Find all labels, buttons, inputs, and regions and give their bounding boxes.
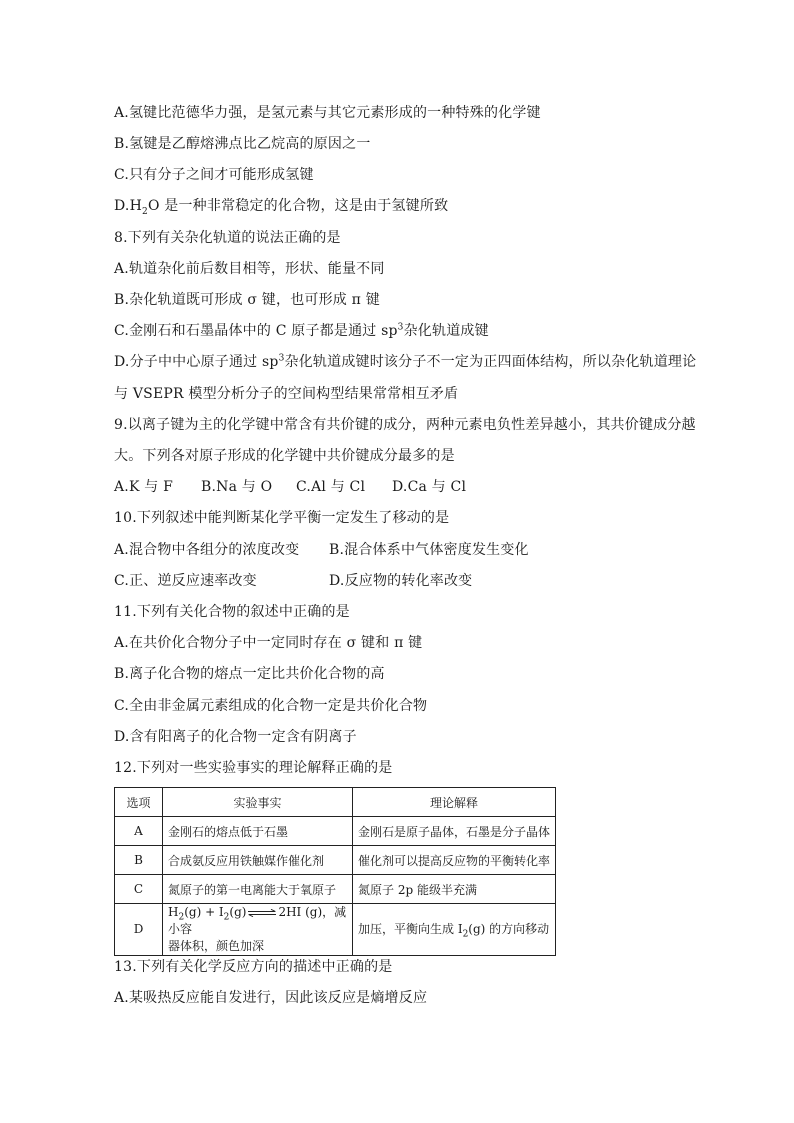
q12-table: [114, 787, 556, 956]
q9-stem-line1: 9.以离子键为主的化学键中常含有共价键的成分，两种元素电负性差异越小，其共价键成分越: [114, 417, 696, 433]
row-fact: 合成氨反应用铁触媒作催化剂: [163, 846, 353, 875]
row-option: B: [115, 846, 163, 875]
q7-option-a: A.氢键比范德华力强，是氢元素与其它元素形成的一种特殊的化学键: [114, 105, 541, 121]
q8-stem: 8.下列有关杂化轨道的说法正确的是: [114, 230, 341, 246]
q13-stem: 13.下列有关化学反应方向的描述中正确的是: [114, 959, 393, 975]
header-theory: 理论解释: [353, 788, 556, 817]
q9-stem-line2: 大。下列各对原子形成的化学键中共价键成分最多的是: [114, 448, 455, 464]
row-fact: 氮原子的第一电离能大于氧原子: [163, 875, 353, 904]
q9-option-d: D.Ca 与 Cl: [392, 479, 467, 495]
q11-option-d: D.含有阳离子的化合物一定含有阴离子: [114, 729, 357, 745]
q10-stem: 10.下列叙述中能判断某化学平衡一定发生了移动的是: [114, 510, 450, 526]
q10-option-a: A.混合物中各组分的浓度改变: [114, 542, 300, 558]
row-option: C: [115, 875, 163, 904]
q7-option-b: B.氢键是乙醇熔沸点比乙烷高的原因之一: [114, 136, 371, 152]
q10-option-b: B.混合体系中气体密度发生变化: [329, 542, 529, 558]
q13-option-a: A.某吸热反应能自发进行，因此该反应是熵增反应: [114, 990, 428, 1006]
q8-option-b: B.杂化轨道既可形成 σ 键，也可形成 π 键: [114, 292, 380, 308]
q8-option-c: C.金刚石和石墨晶体中的 C 原子都是通过 $sp^3$杂化轨道成键: [114, 322, 489, 339]
equilibrium-arrow-icon: [247, 909, 277, 917]
q11-option-c: C.全由非金属元素组成的化合物一定是共价化合物: [114, 698, 428, 714]
header-option: 选项: [115, 788, 163, 817]
q10-option-c: C.正、逆反应速率改变: [114, 573, 257, 589]
q8-option-d-cont: 与 VSEPR 模型分析分子的空间构型结果常常相互矛盾: [114, 386, 459, 402]
row-option: D: [115, 904, 163, 956]
table-row: [115, 846, 556, 875]
q11-option-a: A.在共价化合物分子中一定同时存在 σ 键和 π 键: [114, 635, 423, 651]
row-theory: 加压，平衡向生成 $I_2(g)$ 的方向移动: [353, 904, 556, 956]
q7-option-c: C.只有分子之间才可能形成氢键: [114, 167, 314, 183]
table-row: [115, 875, 556, 904]
row-fact: 金刚石的熔点低于石墨: [163, 817, 353, 846]
row-theory: 氮原子 2p 能级半充满: [353, 875, 556, 904]
row-option: A: [115, 817, 163, 846]
q11-option-b: B.离子化合物的熔点一定比共价化合物的高: [114, 666, 385, 682]
q9-option-a: A.K 与 F: [114, 479, 174, 495]
q7-option-d: $D.H_2O$ 是一种非常稳定的化合物，这是由于氢键所致: [114, 198, 449, 217]
row-theory: 催化剂可以提高反应物的平衡转化率: [353, 846, 556, 875]
table-row: [115, 817, 556, 846]
table-header-row: [115, 788, 556, 817]
q8-option-d: D.分子中中心原子通过 $sp^3$杂化轨道成键时该分子不一定为正四面体结构，所以杂化轨道理论: [114, 353, 697, 370]
row-fact: $H_2(g) + I_2(g)$ 2HI (g)，减小容 器体积，颜色加深: [163, 904, 353, 956]
q11-stem: 11.下列有关化合物的叙述中正确的是: [114, 604, 350, 620]
table-row: [115, 904, 556, 956]
q10-option-d: D.反应物的转化率改变: [329, 573, 473, 589]
header-fact: 实验事实: [163, 788, 353, 817]
row-theory: 金刚石是原子晶体，石墨是分子晶体: [353, 817, 556, 846]
q9-option-c: C.Al 与 Cl: [296, 479, 366, 495]
q12-stem: 12.下列对一些实验事实的理论解释正确的是: [114, 760, 393, 776]
q9-option-b: B.Na 与 O: [201, 479, 273, 495]
q8-option-a: A.轨道杂化前后数目相等，形状、能量不同: [114, 261, 385, 277]
